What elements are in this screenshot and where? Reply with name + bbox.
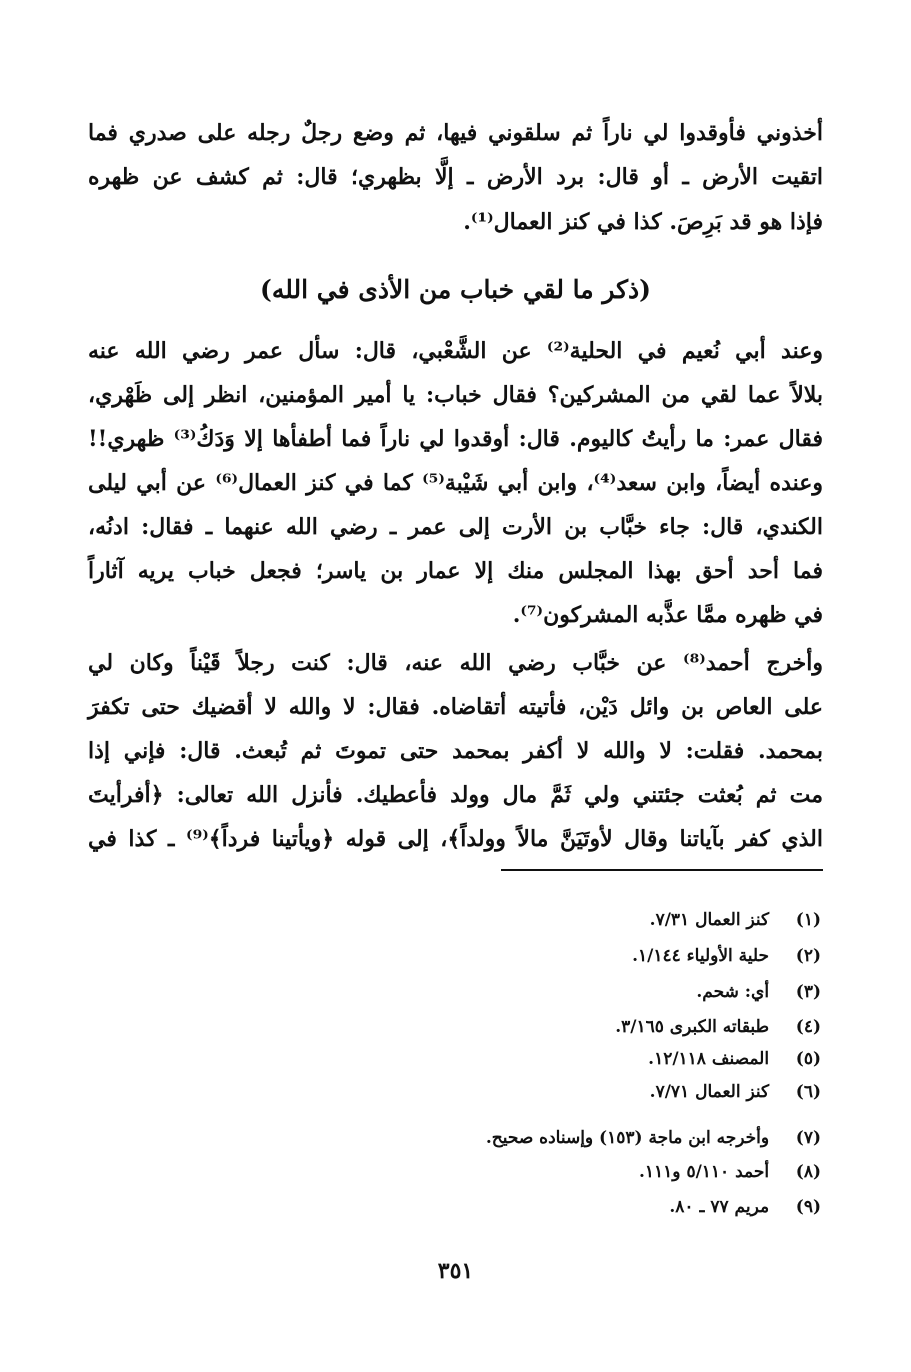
footnote-number: (٧)	[795, 1128, 821, 1148]
footnote	[650, 1080, 821, 1104]
footnote-text: أحمد ٥/١١٠ و١١١.	[638, 1162, 770, 1182]
body-line: على العاص بن وائل دَيْن، فأتيته أتقاضاه. فقال: لا والله لا أقضيك حتى تكفرَ	[88, 694, 823, 720]
footnote-number: (٤)	[795, 1017, 821, 1037]
body-line: فما أحد أحق بهذا المجلس منك إلا عمار بن ياسر؛ فجعل خباب يريه آثاراً	[88, 558, 823, 584]
footnote	[486, 1126, 821, 1150]
body-line: في ظهره ممَّا عذَّبه المشركون⁽⁷⁾.	[512, 602, 823, 628]
footnote-number: (٩)	[795, 1197, 821, 1217]
body-line: الذي كفر بآياتنا وقال لأوتَيَنَّ مالاً وولداً﴾، إلى قوله ﴿ويأتينا فرداً﴾⁽⁹⁾ ـ كذا في	[88, 826, 823, 852]
body-line: أخذوني فأوقدوا لي ناراً ثم سلقوني فيها، ثم وضع رجلٌ رجله على صدري فما	[88, 120, 823, 146]
body-line: مت ثم بُعثت جئتني ولي ثَمَّ مال وولد فأعطيك. فأنزل الله تعالى: ﴿أفرأيتَ	[88, 782, 823, 808]
footnote-number: (٨)	[795, 1162, 821, 1182]
footnote	[632, 944, 821, 968]
footnote-number: (٦)	[795, 1082, 821, 1102]
section-heading: (ذكر ما لقي خباب من الأذى في الله)	[259, 275, 652, 304]
body-line: اتقيت الأرض ـ أو قال: برد الأرض ـ إلَّا بظهري؛ قال: ثم كشف عن ظهره	[88, 164, 823, 190]
footnote-text: المصنف ١٢/١١٨.	[648, 1049, 770, 1069]
footnote	[615, 1015, 821, 1039]
footnote-divider	[501, 869, 823, 871]
footnote-text: وأخرجه ابن ماجة (١٥٣) وإسناده صحيح.	[485, 1128, 770, 1148]
footnote	[639, 1160, 821, 1184]
body-line: وأخرج أحمد⁽⁸⁾ عن خبَّاب رضي الله عنه، قال: كنت رجلاً قَيْناً وكان لي	[88, 650, 823, 676]
footnote-number: (١)	[795, 910, 821, 930]
body-line: فقال عمر: ما رأيتُ كاليوم. قال: أوقدوا لي ناراً فما أطفأها إلا وَدَكُ⁽³⁾ ظهري!!	[88, 426, 823, 452]
body-line: وعنده أيضاً، وابن سعد⁽⁴⁾، وابن أبي شَيْبة⁽⁵⁾ كما في كنز العمال⁽⁶⁾ عن أبي ليلى	[88, 470, 824, 496]
footnote-text: كنز العمال ٧/٣١.	[649, 910, 770, 930]
body-line: فإذا هو قد بَرِصَ. كذا في كنز العمال⁽¹⁾.	[463, 209, 823, 235]
footnote-text: مريم ٧٧ ـ ٨٠.	[669, 1197, 770, 1217]
footnote-number: (٥)	[795, 1049, 821, 1069]
footnote	[669, 1195, 821, 1219]
body-line: الكندي، قال: جاء خبَّاب بن الأرت إلى عمر ـ رضي الله عنهما ـ فقال: ادنُه،	[88, 514, 823, 540]
footnote-text: حلية الأولياء ١/١٤٤.	[632, 946, 770, 966]
footnote	[648, 1047, 821, 1071]
footnote	[650, 908, 821, 932]
footnote-text: أي: شحم.	[696, 982, 770, 1002]
page-number: ٣٥١	[437, 1258, 474, 1284]
body-line: بمحمد. فقلت: لا والله لا أكفر بمحمد حتى تموتَ ثم تُبعث. قال: فإني إذا	[88, 738, 823, 764]
body-line: بلالاً عما لقي من المشركين؟ فقال خباب: يا أمير المؤمنين، انظر إلى ظَهْري،	[88, 382, 823, 408]
footnote-number: (٣)	[795, 982, 821, 1002]
footnote-text: كنز العمال ٧/٧١.	[649, 1082, 770, 1102]
body-line: وعند أبي نُعيم في الحلية⁽²⁾ عن الشَّعْبي، قال: سأل عمر رضي الله عنه	[88, 338, 823, 364]
footnote-text: طبقاته الكبرى ٣/١٦٥.	[615, 1017, 770, 1037]
footnote	[696, 980, 821, 1004]
footnote-number: (٢)	[795, 946, 821, 966]
